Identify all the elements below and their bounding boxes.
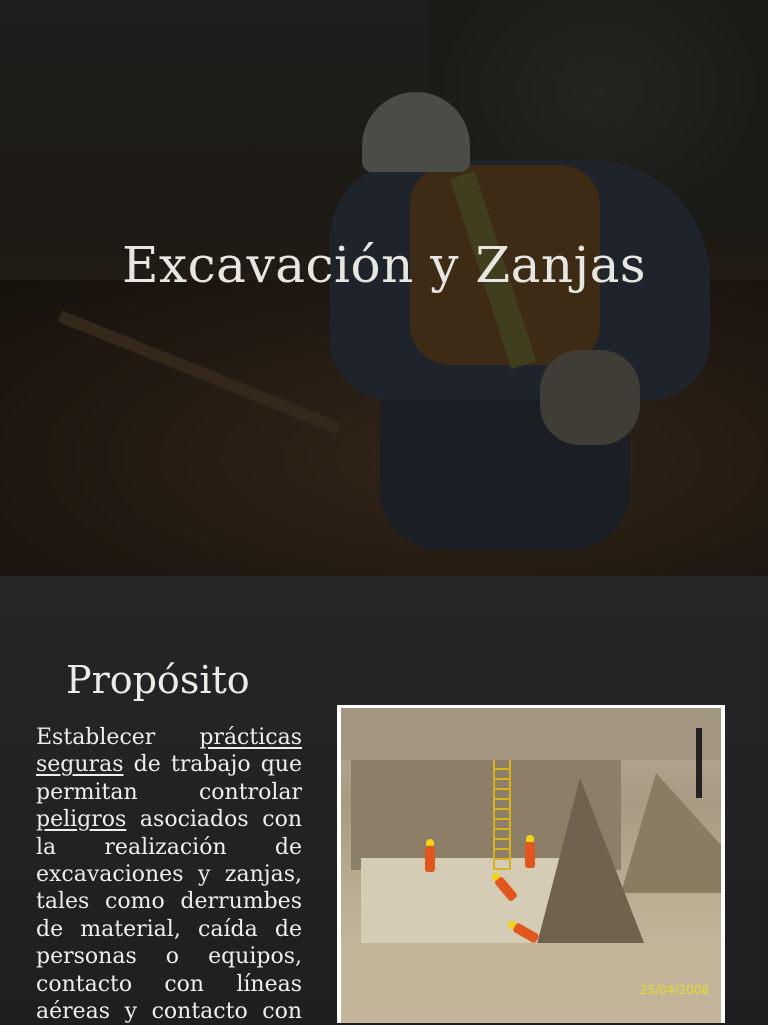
text-part: de trabajo que permitan controlar	[36, 752, 302, 805]
worker-figure	[425, 846, 435, 872]
pole	[696, 728, 702, 798]
worker-figure	[525, 842, 535, 868]
purpose-slide	[0, 576, 768, 1024]
excavation-photo-frame	[337, 705, 725, 1023]
section-heading: Propósito	[66, 658, 250, 702]
date-stamp: 25/04/2008	[639, 983, 709, 997]
text-part: asociados con la realización de excavaciones y zanjas, tales como derrumbes de material, caída de personas o equipos, contacto con líneas aéreas y contacto con	[36, 807, 302, 1025]
purpose-paragraph	[36, 724, 302, 1025]
underlined-term: peligros	[36, 807, 127, 833]
slide-title: Excavación y Zanjas	[121, 236, 647, 294]
excavation-photo	[341, 708, 721, 1023]
ladder	[493, 760, 511, 870]
soil-mound	[621, 773, 721, 893]
text-part: Establecer	[36, 725, 200, 750]
pit-top-edge	[341, 708, 721, 760]
underlined-term: prácticas seguras	[36, 725, 302, 778]
